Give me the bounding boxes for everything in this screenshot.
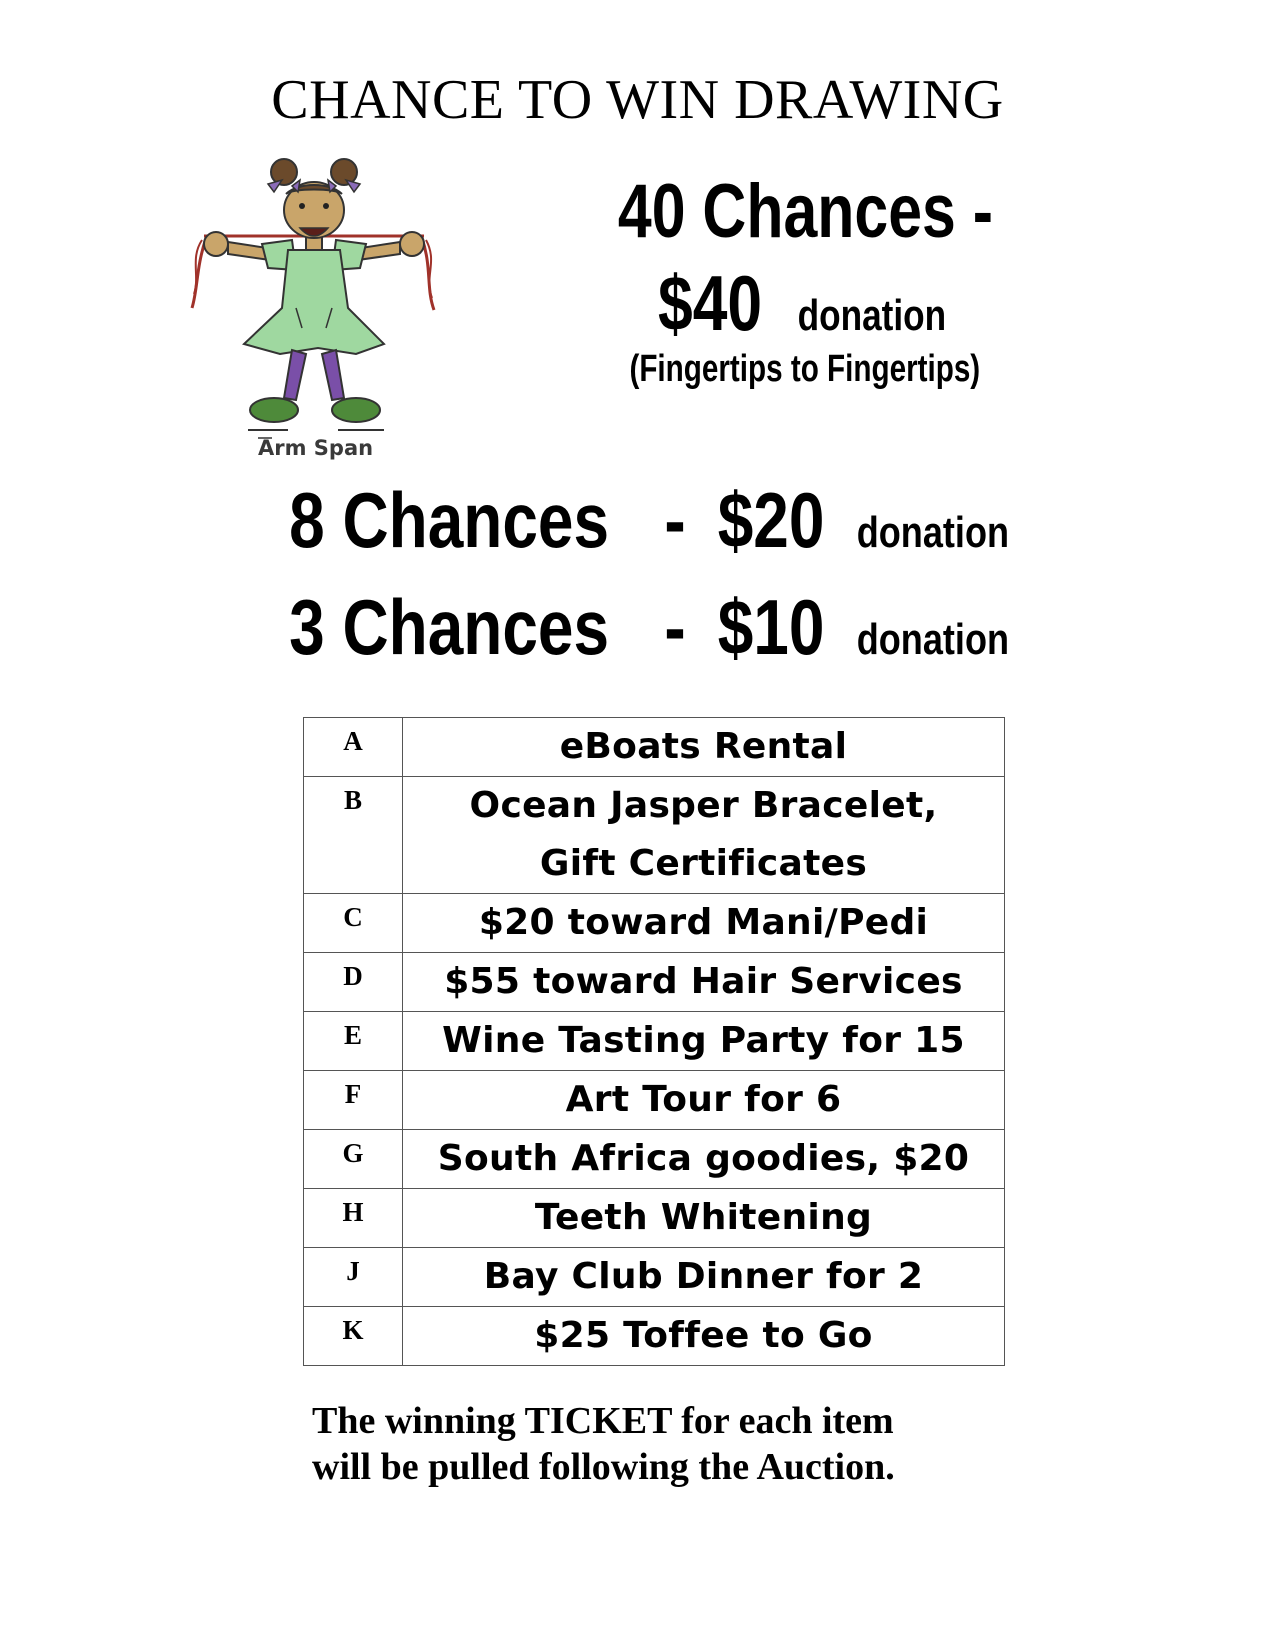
tier-chances: 3 Chances [289, 583, 610, 671]
prize-table [303, 717, 1005, 1366]
prize-item: eBoats Rental [403, 718, 1005, 777]
prize-item: Wine Tasting Party for 15 [403, 1012, 1005, 1071]
prize-letter: C [304, 894, 403, 953]
prize-item: $20 toward Mani/Pedi [403, 894, 1005, 953]
prize-letter: D [304, 953, 403, 1012]
prize-letter: K [304, 1307, 403, 1366]
top-tier-price: $40 [658, 259, 763, 347]
table-row [304, 1130, 1005, 1189]
prize-letter: E [304, 1012, 403, 1071]
prize-letter: A [304, 718, 403, 777]
prize-item: Teeth Whitening [403, 1189, 1005, 1248]
tier-chances: 8 Chances [289, 476, 610, 564]
prize-letter: G [304, 1130, 403, 1189]
prize-item-line: Ocean Jasper Bracelet, [469, 785, 938, 826]
prize-letter: J [304, 1248, 403, 1307]
page-title: CHANCE TO WIN DRAWING [271, 69, 1004, 131]
footer-line: will be pulled following the Auction. [312, 1446, 895, 1488]
tier-row-3-chances [240, 582, 1040, 673]
table-row [304, 718, 1005, 777]
prize-letter: B [304, 777, 403, 894]
table-row [304, 1248, 1005, 1307]
table-row [304, 1012, 1005, 1071]
table-row [304, 1189, 1005, 1248]
illustration-caption: Arm Span [258, 436, 374, 460]
tier-separator: - [664, 583, 686, 671]
prize-item-line: Gift Certificates [539, 843, 868, 884]
prize-item: Bay Club Dinner for 2 [403, 1248, 1005, 1307]
footer-line: The winning TICKET for each item [312, 1400, 894, 1442]
table-row [304, 894, 1005, 953]
prize-item: $25 Toffee to Go [403, 1307, 1005, 1366]
tier-price-suffix: donation [857, 615, 1010, 664]
prize-item: South Africa goodies, $20 [403, 1130, 1005, 1189]
tier-price-suffix: donation [857, 508, 1010, 557]
footer-note [312, 1398, 895, 1490]
top-tier-note: (Fingertips to Fingertips) [629, 348, 981, 390]
top-tier-chances: 40 Chances - [617, 169, 993, 254]
top-tier-price-suffix: donation [797, 291, 947, 340]
tier-separator: - [664, 476, 686, 564]
top-tier-note-line [560, 348, 1050, 391]
prize-item: Art Tour for 6 [403, 1071, 1005, 1130]
table-row [304, 953, 1005, 1012]
prize-item: $55 toward Hair Services [403, 953, 1005, 1012]
top-tier-heading [560, 168, 1050, 255]
table-row [304, 1307, 1005, 1366]
top-tier-price-line [560, 258, 1050, 349]
girl-arm-span-illustration [188, 158, 440, 468]
tier-row-8-chances [240, 475, 1040, 566]
prize-letter: F [304, 1071, 403, 1130]
prize-letter: H [304, 1189, 403, 1248]
tier-price: $10 [717, 583, 825, 671]
prize-item [403, 777, 1005, 894]
table-row [304, 777, 1005, 894]
table-row [304, 1071, 1005, 1130]
tier-price: $20 [717, 476, 825, 564]
